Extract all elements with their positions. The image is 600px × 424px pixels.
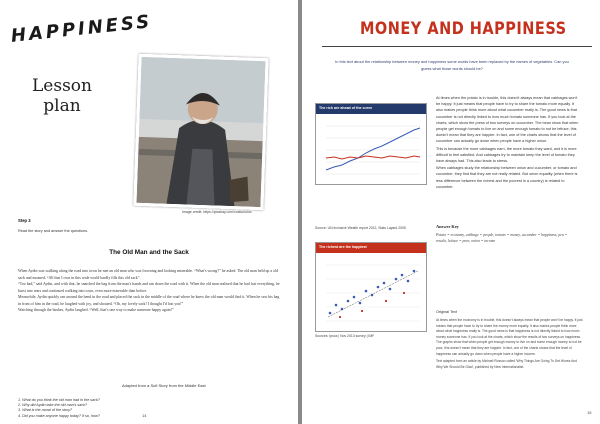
intro-text: In this text about the relationship between money and happiness some words have been replaced by the names of vegetables. Can you guess what those words should be? — [335, 59, 569, 71]
story-text — [18, 268, 280, 314]
right-page — [302, 0, 600, 424]
main-paragraph: This is because the more cabbages earn, the more tomato they want, and it is more difficult to feel satisfied. And cabbages try to maintain keep the level of tomato they have always had. This also leads to stress. — [436, 146, 577, 164]
old-man-illustration — [136, 57, 265, 207]
original-paragraph: At times when the economy is in trouble, this doesn't always mean that people won't be happy. It just means that people have to try to share the money more equally. It also makes people think more about what happiness really is. The good news is that happiness is not directly linked to how much money someone has. If you look at the charts, which show the results of two surveys on happiness. The graphs show that when people get enough money to live on and some enough money to not be poor, this doesn't mean that they are happier. In fact, one of the charts shows that the level of happiness can actually go down when people have a higher income. — [436, 318, 583, 356]
original-text-heading: Original Text — [436, 310, 458, 314]
lesson-line1: Lesson — [32, 76, 92, 96]
happiness-title: HAPPINESS — [10, 11, 154, 47]
title-underline — [322, 46, 592, 47]
adapted-source: Adapted from a Sufi Story from the Middle East — [122, 383, 206, 388]
main-paragraph: At times when the potato is in trouble, this doesn't always mean that cabbages won't be happy. It just means that people have to try to share the tomato more equally. It also makes people think more about what cucumber really is. The good news is that cucumber is not directly linked to how much tomato someone has. If you look at the charts, which show the press of two surveys on cucumber. The bean show that when people get enough tomato to live on and some enough tomato to not be lettuce, this doesn't mean that they are happier. In fact, one of the charts shows that the level of cucumber can actually go down when people have a higher onion. — [436, 96, 579, 144]
old-man-photo — [133, 54, 268, 210]
original-text — [436, 318, 583, 370]
page-number-right: 15 — [587, 410, 592, 415]
page-number-left: 14 — [142, 413, 147, 418]
wealth-chart-graphic — [316, 104, 426, 184]
step-label: Step 3 — [18, 218, 31, 223]
question-item: 4. Did you make anyone happy today? If so, how? — [18, 413, 100, 418]
story-paragraph: “Too bad,” said Aydin, and with that, he snatched the bag from the man's hands and ran down the road with it. When the old man realised that he had lost everything, he burst into tears and continued walking into town, even more miserable than before. — [18, 282, 280, 293]
happiness-chart — [315, 242, 427, 332]
chart2-caption: The richest are the happiest — [319, 245, 367, 249]
lesson-plan-heading — [22, 76, 102, 116]
story-paragraph: Watching through the bushes, Aydin laughed. “Well, that's one way to make someone happy again!” — [18, 308, 174, 312]
story-paragraph: Meanwhile, Aydin quickly ran around the bend in the road and placed the sack in the middle of the road where he knew the old man would find it. When he saw his bag in front of him in the road, he laughed with joy, and shouted, “Oh, my lovely sack! I thought I'd lost you!” — [18, 295, 280, 306]
answer-key-heading: Answer Key — [436, 224, 459, 229]
original-source: Text adapted from an article by Michael Rosson called 'Why Things Are Going To Get Worse And Why We Should Be Glad', published by New Internationalist. — [436, 359, 578, 369]
left-page — [0, 0, 298, 424]
chart1-caption: The rich are ahead of the curve — [319, 106, 373, 110]
main-text — [436, 95, 580, 191]
image-credit: Image credit: https://pixabay.com/coskunuluc — [182, 210, 252, 214]
instruction-text: Read the story and answer the questions. — [18, 229, 89, 233]
story-paragraph: When Aydin was walking along the road into town he met an old man who was frowning and looking miserable. “What's wrong?” he asked. The old man held up a old sack and moaned, “All that I own in this wide world hardly fills this old sack”. — [18, 269, 279, 280]
answer-key-text: Potato = economy, cabbage = people, tomato = money, cucumber = happiness, pea = results, lettuce = poor, onion = income — [436, 233, 568, 243]
chart2-source: Sources: Ipsos | Nov 2013 survey | IMF — [315, 334, 375, 338]
money-happiness-title: MONEY AND HAPPINESS — [360, 20, 567, 39]
story-title: The Old Man and the Sack — [109, 249, 189, 256]
question-item: 3. What is the moral of the story? — [18, 408, 73, 413]
questions-list — [18, 398, 100, 419]
happiness-chart-graphic — [316, 243, 426, 331]
main-paragraph: When cabbages study the relationship between onion and cucumber, or tomato and cucumber, they find that they are not really related. But onion equality (when there is less difference between the richest and the poorest in a country) is related to cucumber. — [436, 166, 578, 189]
question-item: 2. Why did Aydin take the old man's sack? — [18, 403, 87, 408]
lesson-line2: plan — [43, 96, 81, 116]
wealth-chart — [315, 103, 427, 185]
question-item: 1. What do you think the old man had in the sack? — [18, 398, 100, 402]
chart1-source: Source: UN Inclusive Wealth report 2012, Stats Layard 2005 — [315, 226, 406, 230]
